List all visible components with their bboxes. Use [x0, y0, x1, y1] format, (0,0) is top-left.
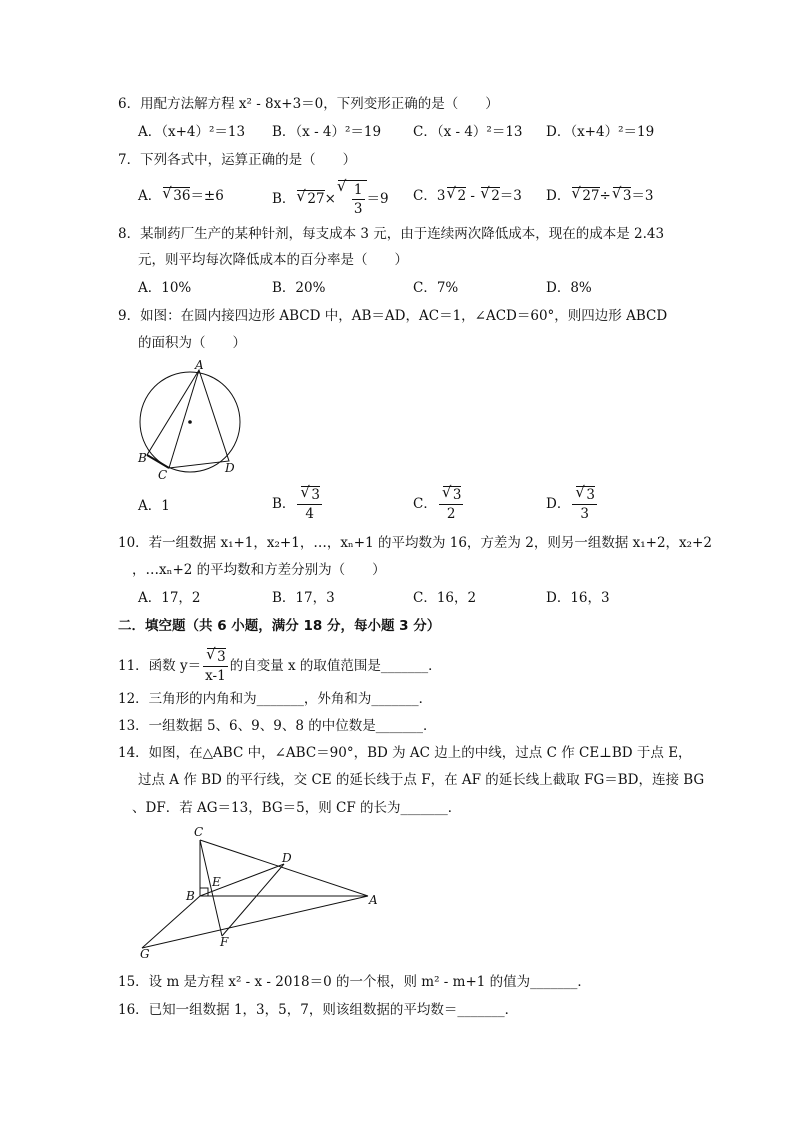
q8-option-b: B．20% — [272, 280, 326, 296]
question-7: 7．下列各式中，运算正确的是（ ） — [118, 152, 357, 168]
q6-option-a: A．（x+4）²＝13 — [138, 124, 246, 140]
question-8-line2: 元，则平均每次降低成本的百分率是（ ） — [138, 252, 408, 268]
q8-option-c: C．7% — [413, 280, 459, 296]
question-14-line1: 14．如图，在△ABC 中，∠ABC＝90°，BD 为 AC 边上的中线，过点 C 作 CE⊥BD 于点 E， — [118, 745, 692, 761]
label-c: C — [194, 825, 204, 839]
question-9-line1: 9．如图：在圆内接四边形 ABCD 中，AB＝AD，AC＝1，∠ACD＝60°，则四边形 ABCD — [118, 308, 668, 324]
q6-option-b: B．（x - 4）²＝19 — [272, 124, 382, 140]
section-fill-in-title: 二．填空题（共 6 小题，满分 18 分，每小题 3 分） — [118, 618, 441, 634]
q9-option-b: B． √ $\frac{3}{4}$ — [272, 486, 324, 523]
label-e: E — [212, 875, 221, 889]
q10-option-b: B．17，3 — [272, 590, 335, 606]
label-c: C — [158, 468, 168, 482]
q6-option-d: D．（x+4）²＝19 — [546, 124, 655, 140]
q7-option-a: A．√ 36＝±6 — [138, 186, 224, 206]
diagonal-ac — [169, 370, 199, 468]
question-10-line1: 10．若一组数据 x₁+1，x₂+1，…，xₙ+1 的平均数为 16，方差为 2，则另一组数据 x₁+2，x₂+2 — [118, 535, 712, 551]
label-b: B — [138, 451, 147, 465]
question-16: 16．已知一组数据 1，3，5，7，则该组数据的平均数＝_______． — [118, 1002, 519, 1018]
question-12: 12．三角形的内角和为_______，外角和为_______． — [118, 691, 433, 707]
q7-option-c: C．3√ 2 - √ 2＝3 — [413, 186, 522, 206]
segment-df — [222, 864, 284, 936]
question-14-line2: 过点 A 作 BD 的平行线，交 CE 的延长线于点 F，在 AF 的延长线上截取 FG＝BD，连接 BG — [138, 772, 705, 788]
label-a: A — [369, 893, 378, 907]
label-g: G — [140, 947, 150, 960]
triangle-abc-figure — [136, 822, 386, 960]
question-14-line3: 、DF．若 AG＝13，BG＝5，则 CF 的长为_______． — [132, 800, 462, 816]
q9-option-d: D． √ $\frac{3}{3}$ — [546, 486, 599, 523]
question-11: 11．函数 y＝ √ $\frac{3}{x-1}$ 的自变量 x 的取值范围是_______． — [118, 648, 442, 685]
label-b: B — [186, 889, 195, 903]
q10-option-c: C．16，2 — [413, 590, 477, 606]
q7-option-b: B．√ 27× √ $\frac{1}{3}$ ＝9 — [272, 180, 389, 218]
circle-center-point — [188, 420, 192, 424]
q9-option-a: A．1 — [138, 498, 170, 514]
q10-option-a: A．17，2 — [138, 590, 201, 606]
segment-ca — [200, 840, 368, 896]
question-9-line2: 的面积为（ ） — [138, 335, 246, 351]
question-10-line2: ，…xₙ+2 的平均数和方差分别为（ ） — [132, 562, 386, 578]
quadrilateral-abcd — [147, 370, 229, 468]
question-13: 13．一组数据 5、6、9、9、8 的中位数是_______． — [118, 718, 437, 734]
q9-option-c: C． √ $\frac{3}{2}$ — [413, 486, 465, 523]
q6-option-c: C．（x - 4）²＝13 — [413, 124, 523, 140]
segment-bg — [142, 896, 200, 948]
segment-bc — [147, 455, 169, 468]
question-6: 6．用配方法解方程 x² - 8x+3＝0，下列变形正确的是（ ） — [118, 96, 499, 112]
question-15: 15．设 m 是方程 x² - x - 2018＝0 的一个根，则 m² - m+1 的值为_______． — [118, 974, 591, 990]
segment-ag — [142, 896, 368, 948]
q8-option-d: D．8% — [546, 280, 592, 296]
q8-option-a: A．10% — [138, 280, 192, 296]
label-f: F — [220, 935, 229, 949]
q10-option-d: D．16，3 — [546, 590, 610, 606]
label-d: D — [282, 851, 292, 865]
q7-option-d: D．√ 27÷√ 3＝3 — [546, 186, 654, 206]
label-a: A — [195, 358, 204, 372]
label-d: D — [225, 461, 235, 475]
circle-quadrilateral-figure — [132, 358, 248, 482]
question-8-line1: 8．某制药厂生产的某种针剂，每支成本 3 元，由于连续两次降低成本，现在的成本是 2.43 — [118, 226, 665, 242]
